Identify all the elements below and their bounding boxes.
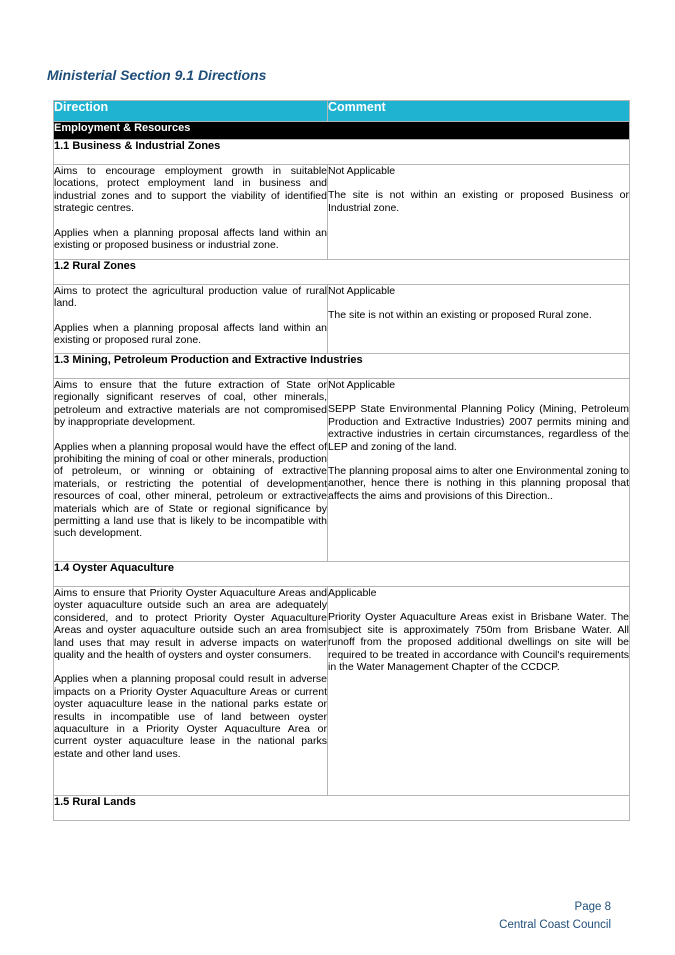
comment-cell [328, 587, 630, 796]
comment-status: Not Applicable [328, 165, 396, 177]
section-title: 1.5 Rural Lands [54, 796, 630, 821]
comment-status: Not Applicable [328, 379, 396, 391]
comment-status: Not Applicable [328, 285, 396, 297]
direction-cell [54, 285, 328, 354]
page-heading: Ministerial Section 9.1 Directions [47, 67, 267, 83]
section-body-row [54, 587, 630, 796]
section-body-row [54, 285, 630, 354]
category-label: Employment & Resources [54, 122, 630, 140]
table-header-row [54, 101, 630, 122]
direction-cell [54, 379, 328, 562]
direction-applies: Applies when a planning proposal would have the effect of prohibiting the mining of coal or other minerals, production of petroleum, or winning or obtaining of extractive materials, or restricting the potential of development resources of coal, other mineral, petroleum or extractive materials which are of State or regional significance by permitting a land use that is likely to be incompatible with such development. [54, 440, 327, 540]
direction-aims: Aims to protect the agricultural production value of rural land. [54, 285, 327, 310]
comment-text: The site is not within an existing or proposed Business or Industrial zone. [328, 189, 629, 214]
header-comment: Comment [328, 101, 630, 122]
comment-cell [328, 165, 630, 260]
page-number: Page 8 [574, 901, 611, 913]
section-title: 1.3 Mining, Petroleum Production and Extractive Industries [54, 354, 630, 379]
section-title: 1.4 Oyster Aquaculture [54, 562, 630, 587]
direction-applies: Applies when a planning proposal affects land within an existing or proposed business or industrial zone. [54, 226, 327, 252]
section-title: 1.1 Business & Industrial Zones [54, 140, 630, 165]
header-direction: Direction [54, 101, 328, 122]
direction-aims: Aims to ensure that the future extraction of State or regionally significant reserves of coal, other minerals, petroleum and extractive materials are not compromised by inappropriate development. [54, 379, 327, 429]
comment-text: Priority Oyster Aquaculture Areas exist in Brisbane Water. The subject site is approximately 750m from Brisbane Water. All runoff from the proposed additional dwellings on site will be required to be treated in accordance with Council's requirements in the Water Management Chapter of the CCDCP. [328, 611, 629, 674]
comment-text: The site is not within an existing or proposed Rural zone. [328, 309, 592, 322]
comment-cell [328, 379, 630, 562]
comment-cell [328, 285, 630, 354]
comment-status: Applicable [328, 587, 377, 599]
category-row [54, 122, 630, 140]
direction-cell [54, 587, 328, 796]
section-body-row [54, 165, 630, 260]
direction-aims: Aims to ensure that Priority Oyster Aquaculture Areas and oyster aquaculture outside such an area are adequately considered, and to protect Priority Oyster Aquaculture Areas and oyster aquaculture outside such an area from land uses that may result in adverse impacts on water quality and the health of oysters and oyster consumers. [54, 587, 327, 662]
organisation-name: Central Coast Council [499, 919, 611, 931]
section-title-row [54, 562, 630, 587]
section-title-row [54, 354, 630, 379]
direction-applies: Applies when a planning proposal could result in adverse impacts on a Priority Oyster Aquaculture Areas or current oyster aquaculture lease in the national parks estate or results in incompatible use of land between oyster aquaculture in a Priority Oyster Aquaculture Area or current oyster aquaculture lease in the national parks estate and other land uses. [54, 673, 327, 760]
direction-aims: Aims to encourage employment growth in suitable locations, protect employment land in business and industrial zones and to support the viability of identified strategic centres. [54, 165, 327, 215]
section-title-row [54, 260, 630, 285]
section-title-row [54, 140, 630, 165]
comment-text: The planning proposal aims to alter one Environmental zoning to another, hence there is nothing in this planning proposal that affects the aims and provisions of this Direction.. [328, 465, 629, 502]
directions-table [53, 100, 630, 821]
comment-text: SEPP State Environmental Planning Policy (Mining, Petroleum Production and Extractive Industries) 2007 permits mining and extractive industries in certain circumstances, regardless of the LEP and zoning of the land. [328, 403, 629, 453]
section-body-row [54, 379, 630, 562]
direction-applies: Applies when a planning proposal affects land within an existing or proposed rural zone. [54, 321, 327, 347]
direction-cell [54, 165, 328, 260]
section-title: 1.2 Rural Zones [54, 260, 630, 285]
section-title-row [54, 796, 630, 821]
